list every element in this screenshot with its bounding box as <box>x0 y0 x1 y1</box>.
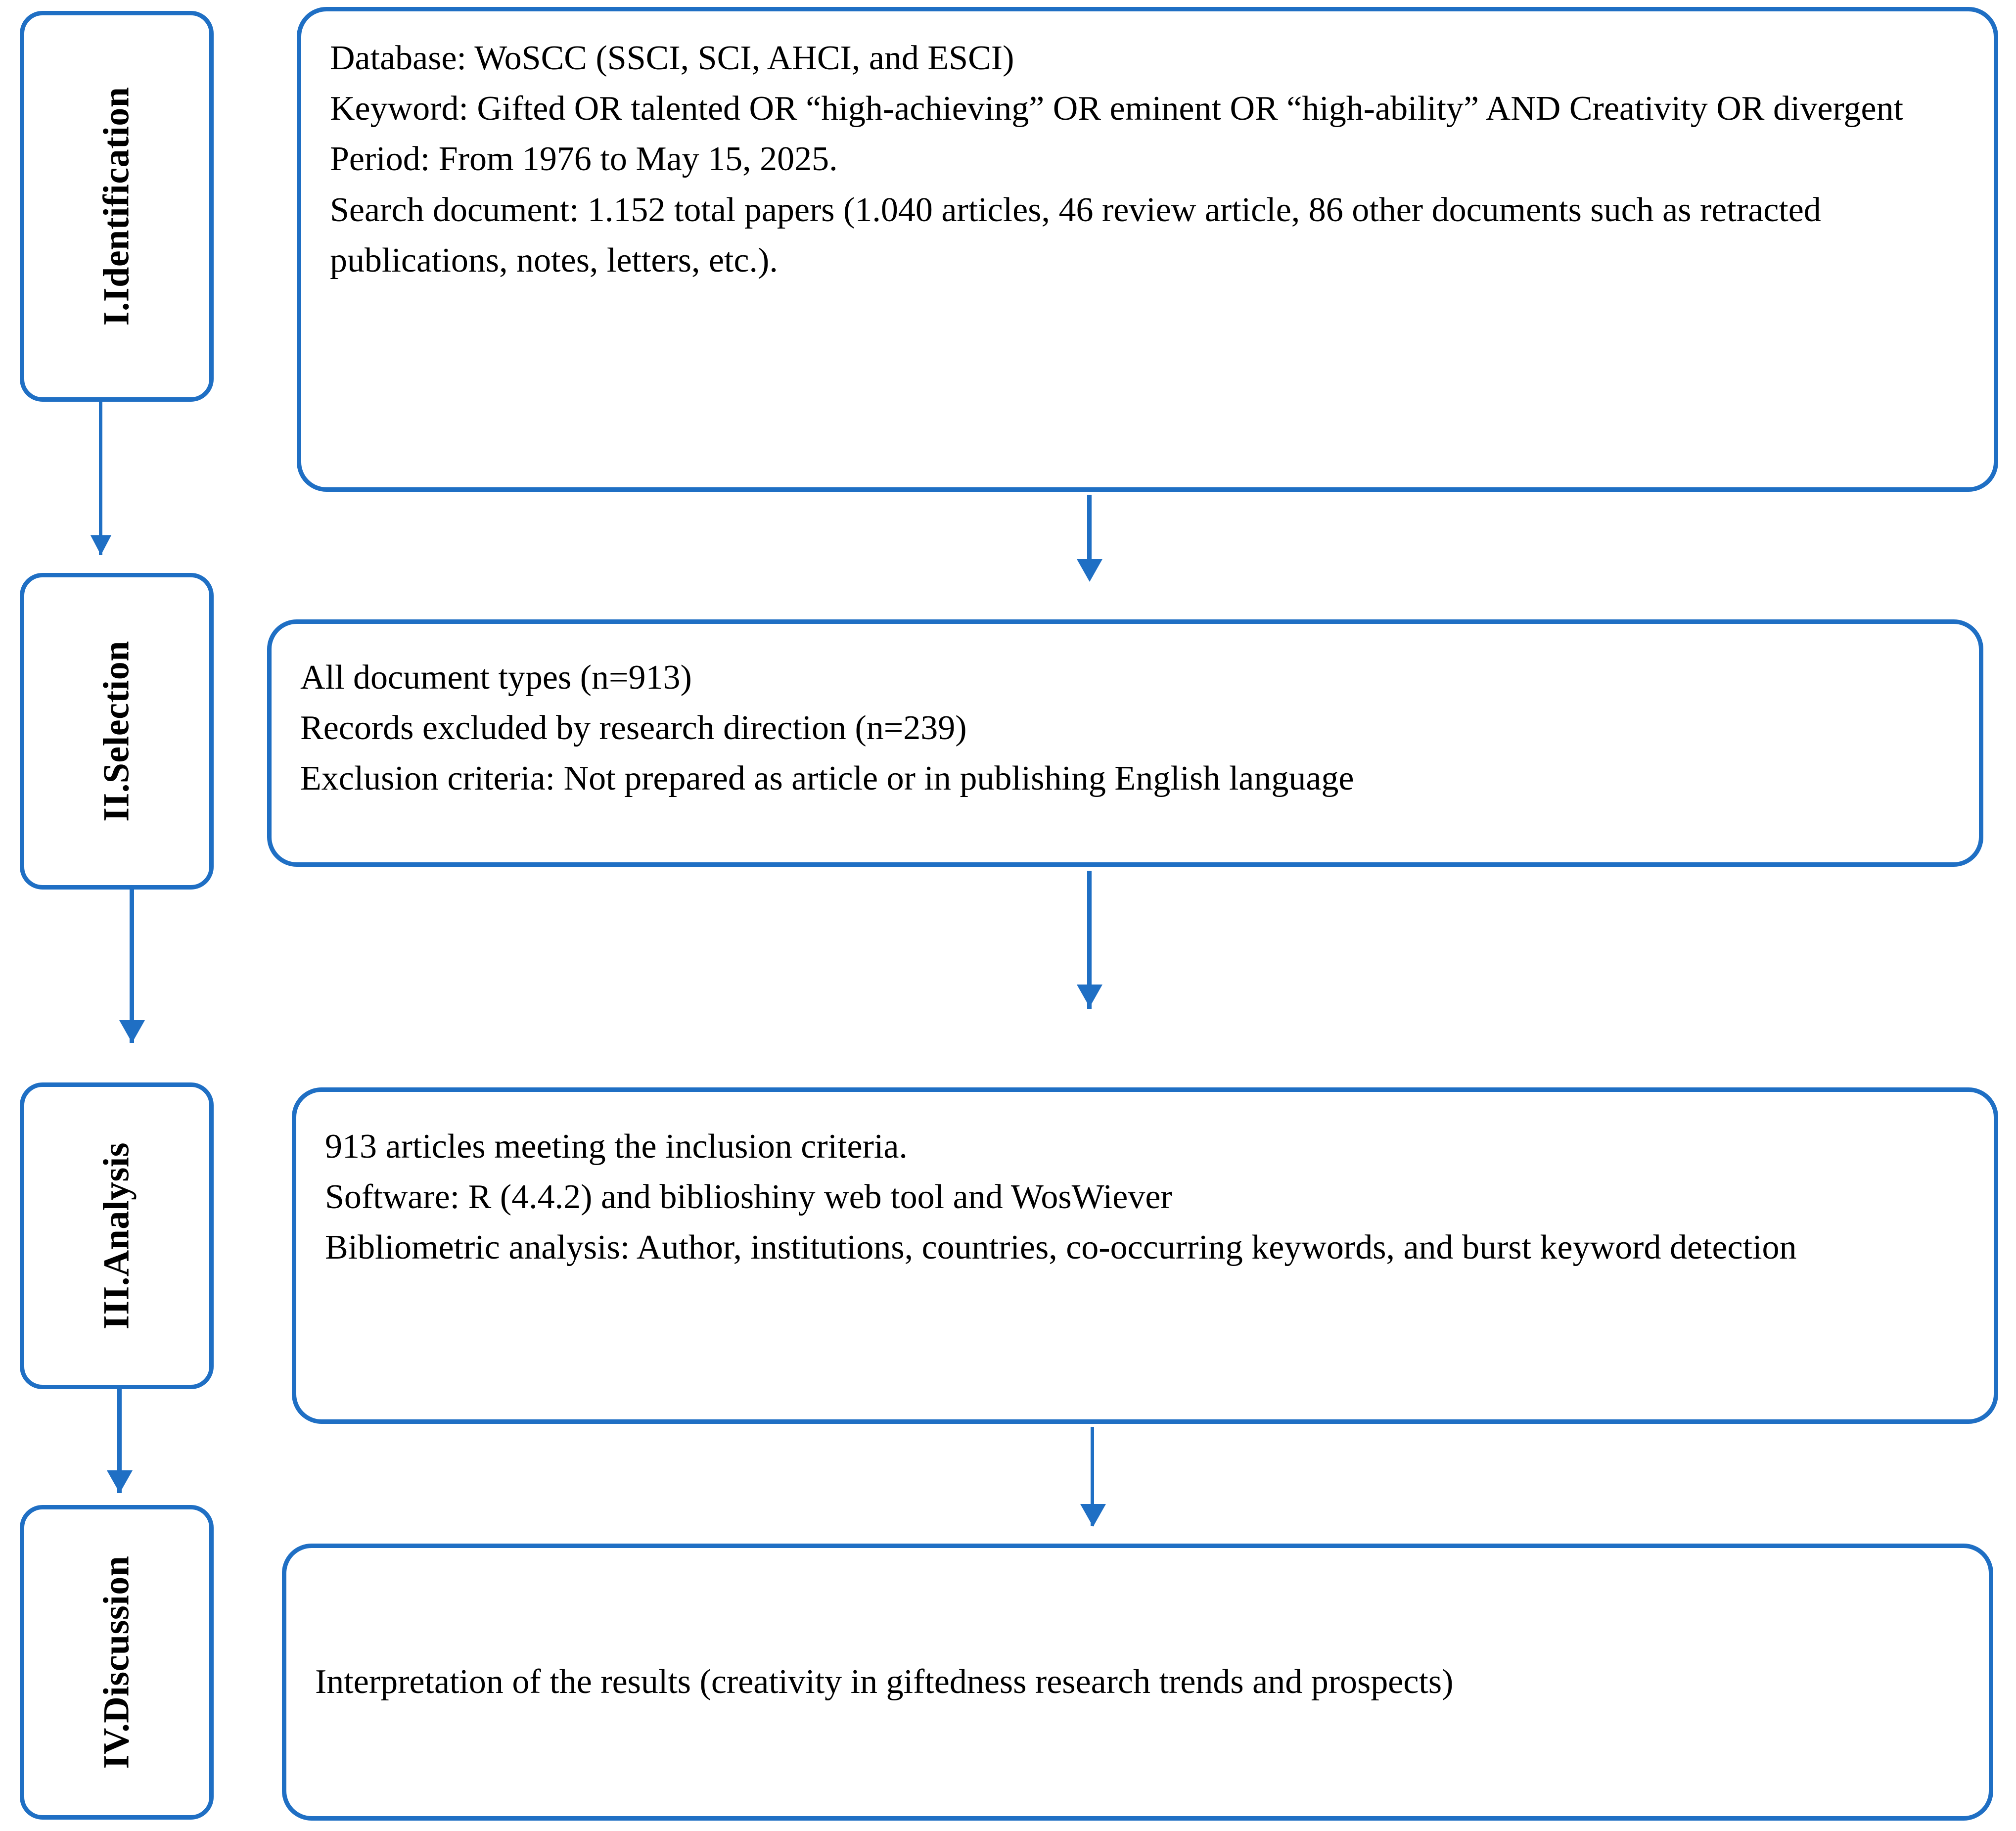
stage-box-identification <box>20 11 214 402</box>
selection-line-all-document-types: All document types (n=913) <box>300 658 692 697</box>
stage-label-selection: II.Selection <box>96 641 137 822</box>
content-box-discussion <box>282 1544 1993 1821</box>
content-box-selection <box>267 619 1983 867</box>
identification-line-keyword: Keyword: Gifted OR talented OR “high-achieving” OR eminent OR “high-ability” AND Creativity OR divergent <box>330 90 1904 128</box>
content-box-analysis <box>292 1087 1998 1424</box>
identification-line-search-document: Search document: 1.152 total papers (1.040 articles, 46 review article, 86 other documents such as retracted publications, notes, letters, etc.). <box>330 190 1830 280</box>
stage-label-analysis: III.Analysis <box>96 1142 137 1330</box>
discussion-line-interpretation: Interpretation of the results (creativity in giftedness research trends and prospects) <box>315 1662 1454 1701</box>
stage-box-discussion <box>20 1505 214 1820</box>
selection-line-exclusion-criteria: Exclusion criteria: Not prepared as article or in publishing English language <box>300 759 1354 798</box>
stage-box-analysis <box>20 1082 214 1389</box>
stage-label-discussion: IV.Discussion <box>96 1555 137 1769</box>
selection-line-records-excluded: Records excluded by research direction (n=239) <box>300 709 967 748</box>
identification-line-period: Period: From 1976 to May 15, 2025. <box>330 140 838 179</box>
content-box-identification <box>297 7 1998 492</box>
analysis-line-bibliometric-analysis: Bibliometric analysis: Author, institutions, countries, co-occurring keywords, and burst keyword detection <box>325 1228 1797 1267</box>
analysis-line-software: Software: R (4.4.2) and biblioshiny web tool and WosWiever <box>325 1178 1172 1217</box>
analysis-line-articles-included: 913 articles meeting the inclusion criteria. <box>325 1127 908 1166</box>
stage-box-selection <box>20 573 214 890</box>
identification-line-database: Database: WoSCC (SSCI, SCI, AHCI, and ESCI) <box>330 39 1014 77</box>
stage-label-identification: I.Identification <box>96 87 137 326</box>
